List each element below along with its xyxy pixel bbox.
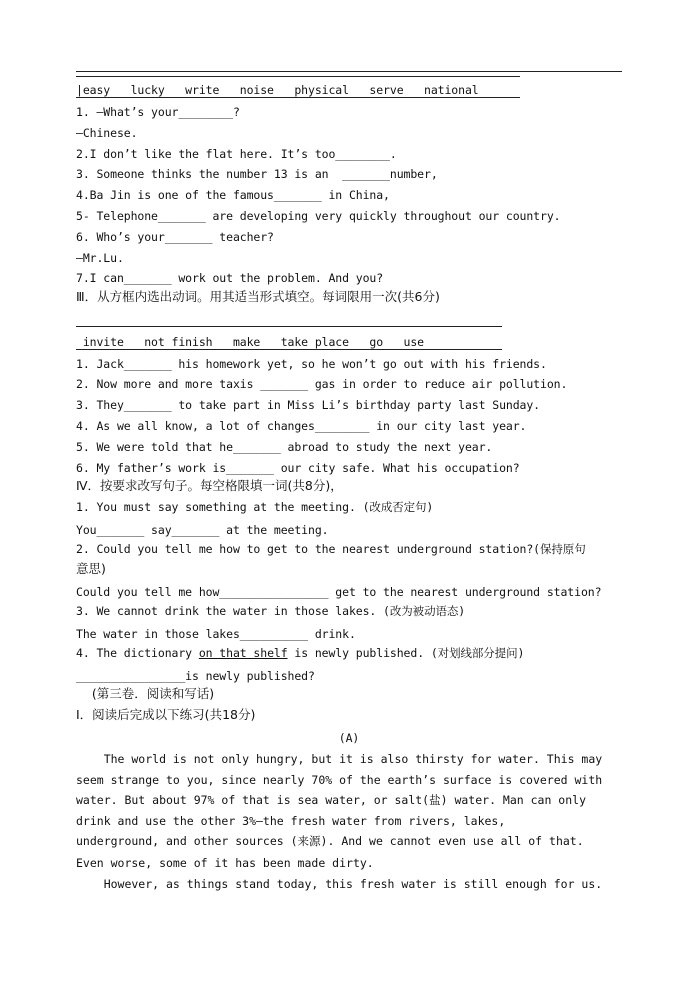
q3-item-5: 5. We were told that he_______ abroad to study the next year. — [76, 440, 493, 454]
q3-item-4: 4. As we all know, a lot of changes________ in our city last year. — [76, 419, 527, 433]
passage-line-2: seem strange to you, since nearly 70% of the earth’s surface is covered with — [76, 773, 603, 787]
q1-item-2: 2.I don’t like the flat here. It’s too________. — [76, 147, 397, 161]
word-box-2-top-border — [76, 326, 502, 327]
q4-answer-1: You_______ say_______ at the meeting. — [76, 523, 329, 537]
passage-line-7: However, as things stand today, this fresh water is still enough for us. — [76, 877, 603, 891]
section-3-title: Ⅲ．从方框内选出动词。用其适当形式填空。每词限用一次(共6分) — [76, 289, 440, 304]
q1-item-6: 6. Who’s your_______ teacher? — [76, 230, 274, 244]
passage-line-3: water. But about 97% of that is sea water, or salt(盐) water. Man can only — [76, 793, 586, 807]
q1-item-6-answer: —Mr.Lu. — [76, 251, 124, 265]
q4-answer-3: The water in those lakes__________ drink. — [76, 627, 356, 641]
q3-item-2: 2. Now more and more taxis _______ gas in order to reduce air pollution. — [76, 377, 568, 391]
word-box-top-border — [76, 76, 520, 77]
q4-sentence-4 — [76, 646, 524, 660]
passage-line-1: The world is not only hungry, but it is also thirsty for water. This may — [76, 752, 603, 766]
section-1-title: Ⅰ．阅读后完成以下练习(共18分) — [76, 707, 256, 722]
q1-item-1: 1. —What’s your________? — [76, 105, 240, 119]
passage-line-5: underground, and other sources (来源). And we cannot even use all of that. — [76, 834, 584, 848]
q1-item-1-answer: —Chinese. — [76, 126, 138, 140]
q1-item-7: 7.I can_______ work out the problem. And you? — [76, 271, 384, 285]
q4-sentence-1: 1. You must say something at the meeting. (改成否定句) — [76, 500, 434, 514]
q1-item-3: 3. Someone thinks the number 13 is an _______number, — [76, 167, 438, 181]
q4-s4-post: is newly published. (对划线部分提问) — [287, 646, 525, 660]
word-box-1: |easy lucky write noise physical serve national — [76, 83, 520, 98]
q3-item-1: 1. Jack_______ his homework yet, so he won’t go out with his friends. — [76, 357, 547, 371]
q3-item-3: 3. They_______ to take part in Miss Li’s birthday party last Sunday. — [76, 398, 541, 412]
q4-s4-pre: 4. The dictionary — [76, 646, 199, 660]
passage-line-4: drink and use the other 3%—the fresh water from rivers, lakes, — [76, 814, 506, 828]
q4-answer-2: Could you tell me how________________ get to the nearest underground station? — [76, 585, 602, 599]
part-3-title: (第三卷．阅读和写话) — [76, 686, 215, 701]
q1-item-4: 4.Ba Jin is one of the famous_______ in China, — [76, 188, 390, 202]
q4-sentence-2-cont: 意思) — [76, 561, 106, 576]
top-rule — [76, 71, 622, 72]
passage-line-6: Even worse, some of it has been made dirty. — [76, 856, 374, 870]
q4-answer-4: ________________is newly published? — [76, 669, 315, 683]
q3-item-6: 6. My father’s work is_______ our city safe. What his occupation? — [76, 461, 520, 475]
q4-s4-underlined: on that shelf — [198, 646, 288, 660]
q1-item-5: 5- Telephone_______ are developing very quickly throughout our country. — [76, 209, 561, 223]
q4-sentence-2: 2. Could you tell me how to get to the nearest underground station?(保持原句 — [76, 542, 586, 556]
passage-label: (A) — [338, 731, 360, 745]
section-4-title: Ⅳ．按要求改写句子。每空格限填一词(共8分)， — [76, 478, 343, 493]
word-box-2: invite not finish make take place go use — [76, 335, 502, 350]
q4-sentence-3: 3. We cannot drink the water in those lakes. (改为被动语态) — [76, 604, 466, 618]
